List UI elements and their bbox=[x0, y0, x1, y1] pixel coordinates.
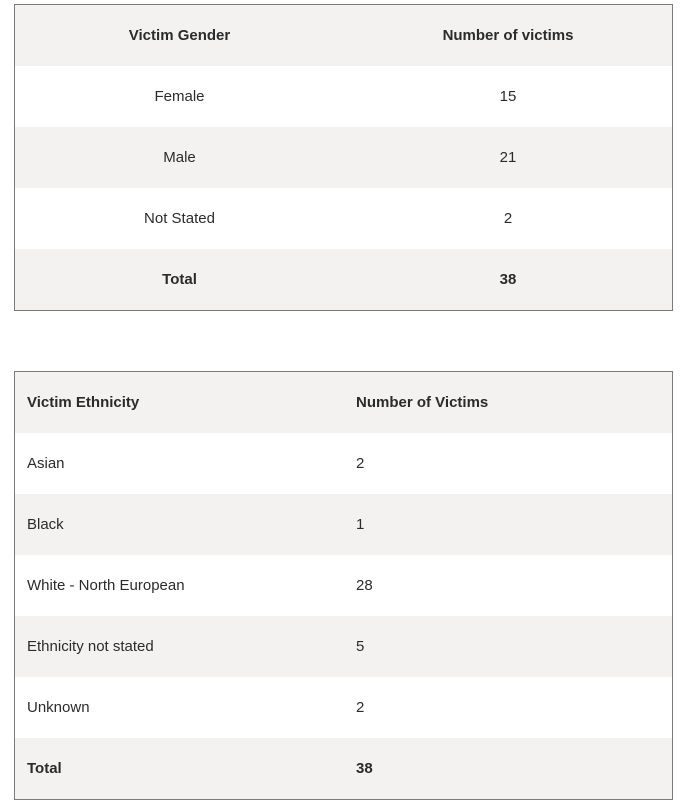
table-header-row bbox=[15, 372, 673, 433]
row-label: Unknown bbox=[27, 699, 90, 717]
table-row bbox=[15, 494, 673, 555]
row-value: 28 bbox=[356, 576, 373, 594]
column-header-number-of-victims: Number of victims bbox=[442, 26, 574, 44]
row-value: 2 bbox=[356, 699, 365, 717]
table-row bbox=[15, 127, 673, 188]
row-label: Asian bbox=[27, 454, 65, 472]
total-row bbox=[15, 738, 673, 799]
row-value: 1 bbox=[356, 515, 365, 533]
row-value: 21 bbox=[499, 148, 517, 166]
row-value: 2 bbox=[503, 210, 513, 228]
table-row bbox=[15, 433, 673, 494]
row-label: Black bbox=[27, 515, 64, 533]
row-label: Female bbox=[154, 87, 205, 105]
row-value: 15 bbox=[499, 87, 517, 105]
row-label: Not Stated bbox=[144, 210, 215, 228]
total-label: Total bbox=[27, 760, 62, 778]
total-row bbox=[15, 249, 673, 310]
column-header-victim-gender: Victim Gender bbox=[128, 26, 231, 44]
total-value: 38 bbox=[356, 760, 373, 778]
table-header-row bbox=[15, 5, 673, 66]
total-label: Total bbox=[162, 271, 197, 289]
table-row bbox=[15, 677, 673, 738]
total-value: 38 bbox=[499, 271, 517, 289]
table-row bbox=[15, 188, 673, 249]
column-header-number-of-victims: Number of Victims bbox=[356, 393, 489, 411]
table-row bbox=[15, 66, 673, 127]
table-row bbox=[15, 555, 673, 616]
victim-ethnicity-table bbox=[14, 371, 673, 800]
row-label: Male bbox=[163, 148, 196, 166]
row-value: 2 bbox=[356, 454, 365, 472]
table-row bbox=[15, 616, 673, 677]
victim-gender-table bbox=[14, 4, 673, 311]
row-label: White - North European bbox=[27, 576, 185, 594]
row-label: Ethnicity not stated bbox=[27, 638, 154, 656]
row-value: 5 bbox=[356, 638, 365, 656]
column-header-victim-ethnicity: Victim Ethnicity bbox=[27, 393, 140, 411]
